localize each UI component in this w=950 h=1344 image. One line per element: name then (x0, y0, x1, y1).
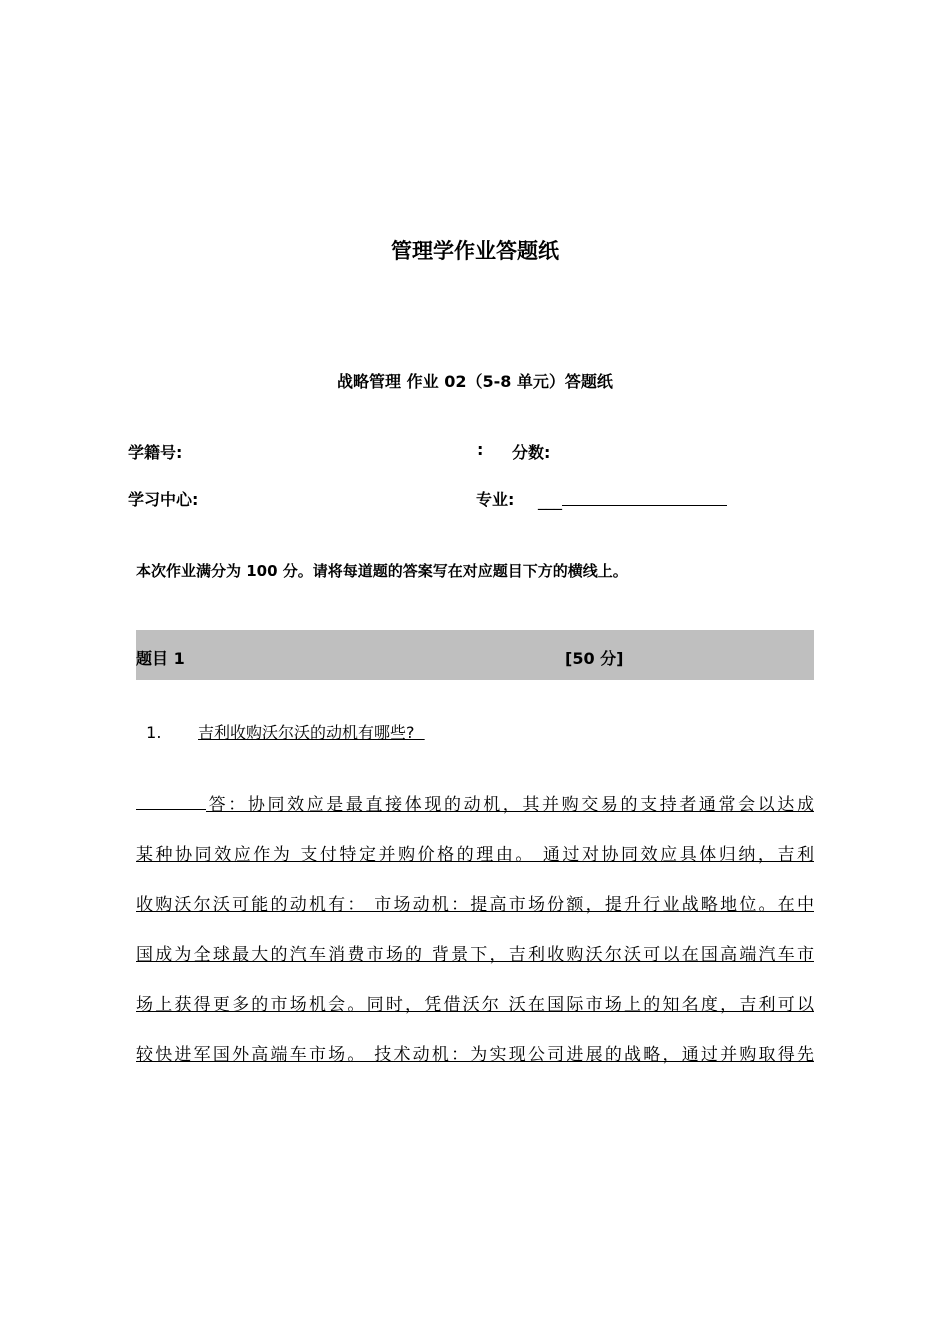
answer-line: 某种协同效应作为 支付特定并购价格的理由。 通过对协同效应具体归纳，吉利 (136, 845, 814, 865)
major-blank-line (562, 487, 727, 506)
answer-line: 答：协同效应是最直接体现的动机，其并购交易的支持者通常会以达成 (136, 780, 814, 830)
assignment-subtitle: 战略管理 作业 02（5-8 单元）答题纸 (337, 372, 613, 391)
major-value: ___ (538, 491, 562, 510)
student-id-label: 学籍号: (128, 443, 183, 462)
answer-line: 国成为全球最大的汽车消费市场的 背景下，吉利收购沃尔沃可以在国高端汽车市 (136, 945, 814, 965)
major-label: 专业: (476, 490, 515, 509)
answer-indent-blank (136, 795, 206, 810)
answer-line: 收购沃尔沃可能的动机有： 市场动机：提高市场份额，提升行业战略地位。在中 (136, 895, 814, 915)
question-number: 1. (146, 723, 162, 742)
question-label: 题目 1 (136, 649, 185, 668)
question-text: 吉利收购沃尔沃的动机有哪些? (198, 723, 415, 742)
question-prompt (136, 720, 425, 743)
score-label: 分数: (512, 443, 551, 462)
page-title: 管理学作业答题纸 (391, 239, 559, 263)
answer-line: 较快进军国外高端车市场。 技术动机：为实现公司进展的战略，通过并购取得先 (136, 1045, 814, 1065)
study-center-label: 学习中心: (128, 490, 199, 509)
question-header-bar (136, 630, 814, 680)
question-points: [50 分] (565, 649, 624, 668)
major-field (538, 487, 727, 510)
answer-block (136, 780, 814, 1080)
instructions: 本次作业满分为 100 分。请将每道题的答案写在对应题目下方的横线上。 (136, 562, 628, 580)
name-colon: : (477, 440, 484, 459)
answer-line: 场上获得更多的市场机会。同时，凭借沃尔 沃在国际市场上的知名度，吉利可以 (136, 995, 814, 1015)
